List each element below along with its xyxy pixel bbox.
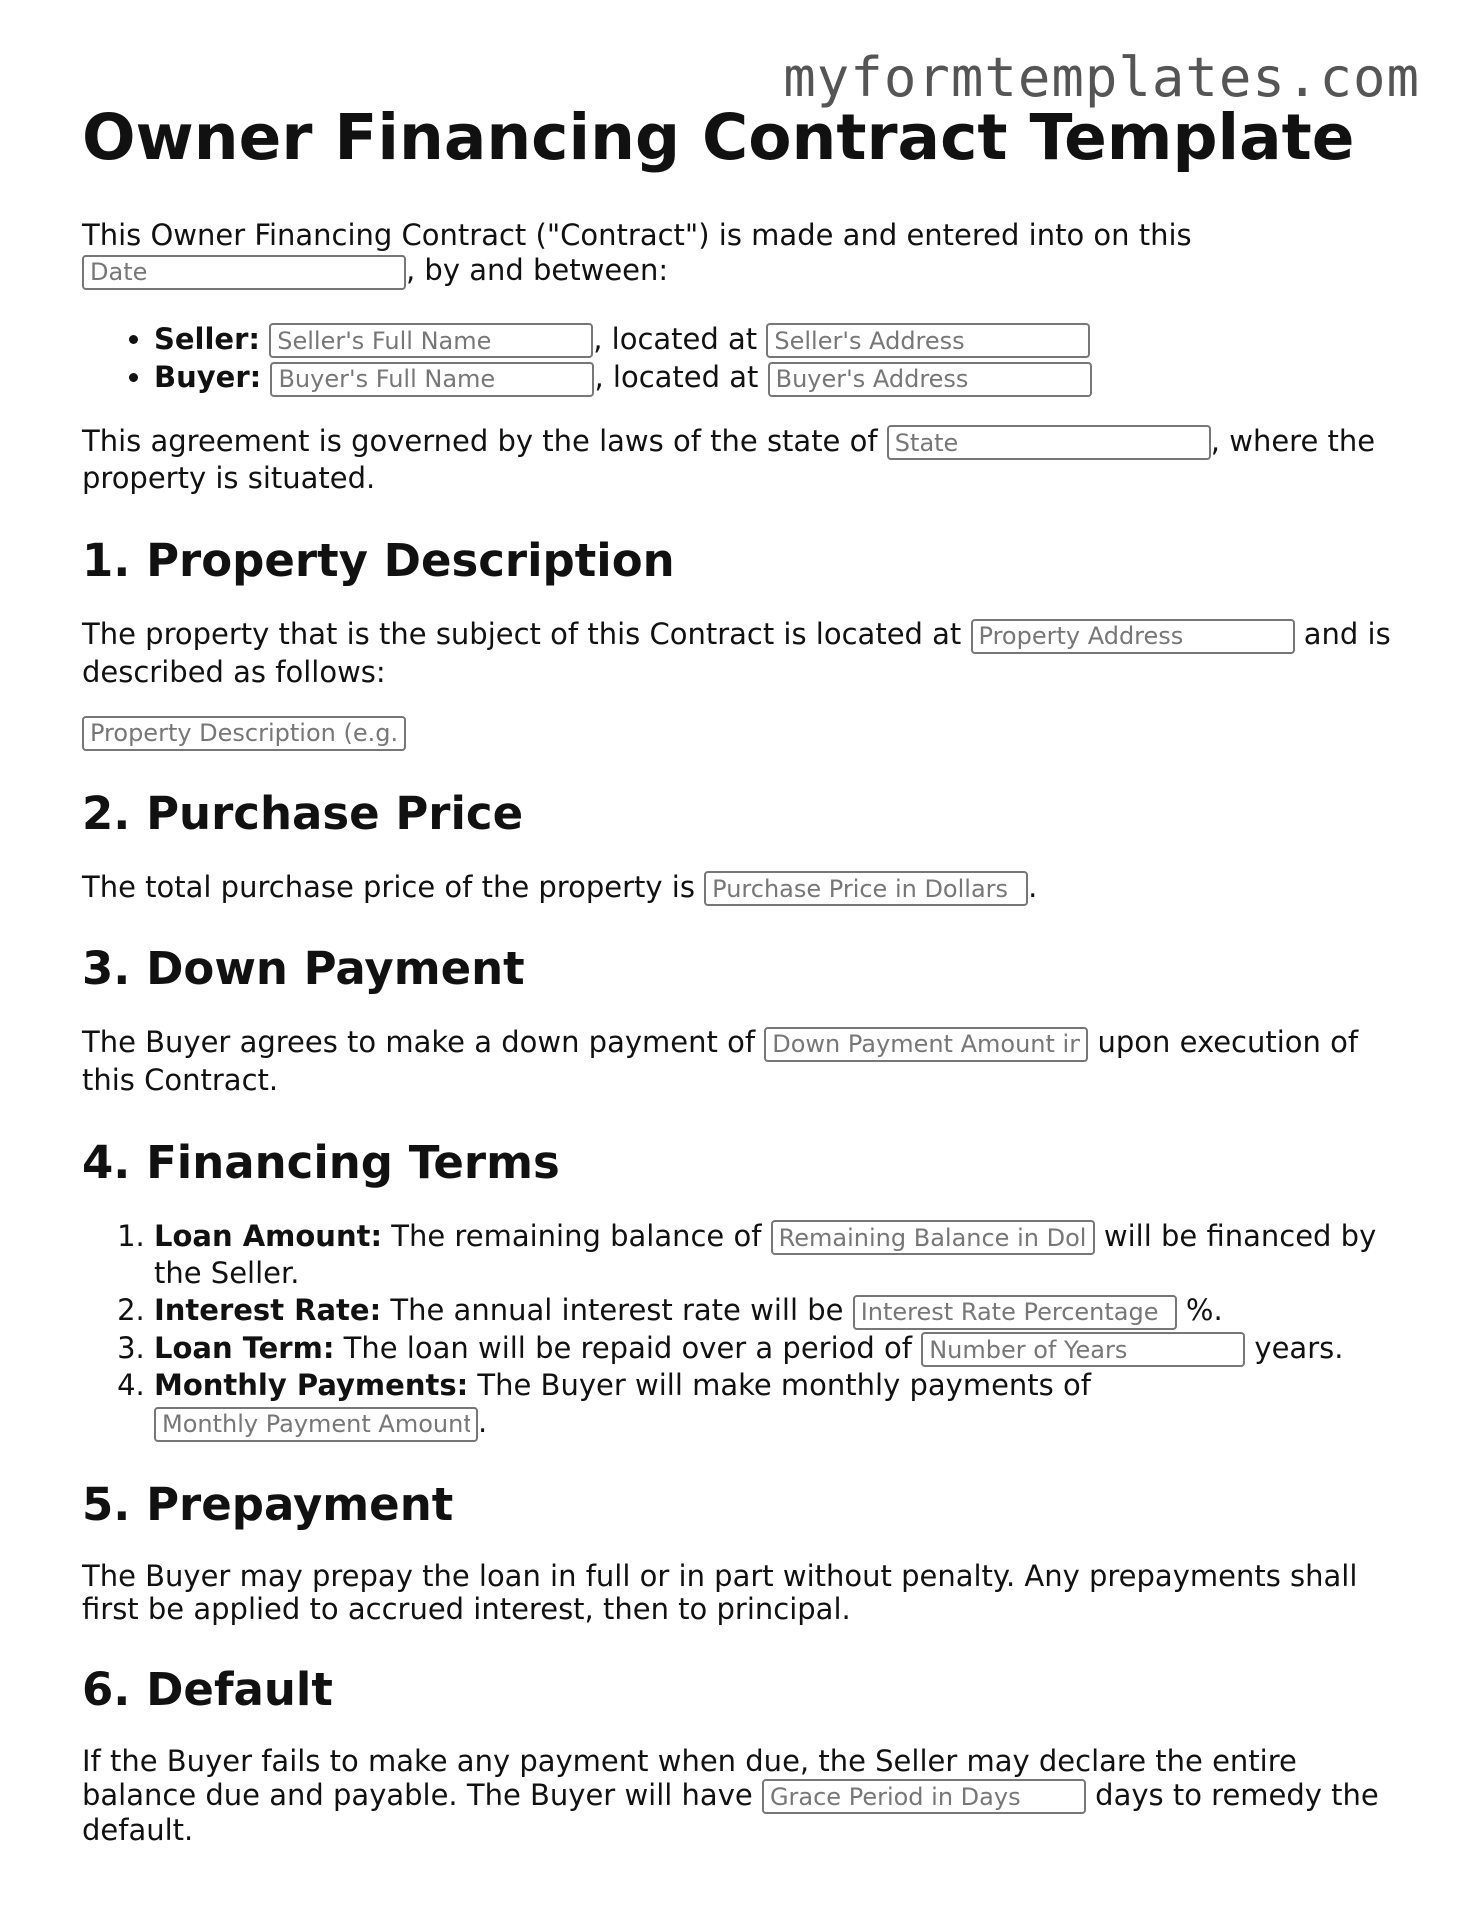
- interest-rate-label: Interest Rate:: [154, 1293, 382, 1328]
- property-text: The property that is the subject of this Contract is located at: [82, 617, 962, 652]
- intro-paragraph: [82, 218, 1402, 290]
- parties-list: [82, 320, 1402, 397]
- buyer-name-field[interactable]: [270, 362, 594, 397]
- seller-label: Seller:: [154, 321, 261, 356]
- monthly-payment-field[interactable]: [154, 1407, 478, 1442]
- intro-text-after: , by and between:: [406, 253, 669, 288]
- loan-amount-text-after: will be financed by the Seller.: [154, 1218, 1377, 1291]
- remaining-balance-field[interactable]: [771, 1220, 1095, 1255]
- seller-address-field[interactable]: [766, 323, 1090, 358]
- monthly-payments-label: Monthly Payments:: [154, 1368, 469, 1403]
- buyer-located-text: , located at: [594, 360, 759, 395]
- party-buyer: [154, 358, 1402, 397]
- party-seller: [154, 320, 1402, 359]
- property-description-field[interactable]: [82, 716, 406, 751]
- governing-text-after: , where the property is situated.: [82, 423, 1376, 496]
- monthly-payments-item: [154, 1367, 1402, 1442]
- down-payment-paragraph: [82, 1024, 1402, 1099]
- intro-text: This Owner Financing Contract ("Contract") is made and entered into on this: [82, 217, 1192, 252]
- down-payment-text-after: upon execution of this Contract.: [82, 1025, 1359, 1097]
- section-heading-property: 1. Property Description: [82, 534, 675, 588]
- loan-term-years-field[interactable]: [921, 1332, 1245, 1367]
- contract-document: [82, 100, 1402, 1866]
- down-payment-text: The Buyer agrees to make a down payment of: [82, 1025, 756, 1060]
- state-field[interactable]: [887, 425, 1211, 460]
- price-text: The total purchase price of the property is: [82, 869, 695, 904]
- loan-amount-text: The remaining balance of: [391, 1218, 762, 1253]
- price-text-after: .: [1028, 869, 1038, 904]
- governing-law-paragraph: [82, 423, 1402, 498]
- seller-located-text: , located at: [593, 321, 758, 356]
- prepayment-paragraph: The Buyer may prepay the loan in full or in part without penalty. Any prepayments shall first be applied to accrued interest, then to principal.: [82, 1558, 1358, 1627]
- interest-rate-text: The annual interest rate will be: [390, 1293, 844, 1328]
- section-heading-price: 2. Purchase Price: [82, 786, 524, 840]
- loan-amount-label: Loan Amount:: [154, 1218, 383, 1253]
- contract-date-field[interactable]: [82, 255, 406, 290]
- governing-text: This agreement is governed by the laws of the state of: [82, 423, 878, 458]
- section-heading-default: 6. Default: [82, 1663, 333, 1717]
- default-text: If the Buyer fails to make any payment when due, the Seller may declare the entire balance due and payable. The Buyer will have: [82, 1744, 1297, 1812]
- financing-terms-list: [82, 1218, 1402, 1442]
- property-description-block: [82, 716, 1402, 751]
- property-paragraph: [82, 616, 1402, 691]
- monthly-payments-text-after: .: [478, 1405, 488, 1440]
- page-title: Owner Financing Contract Template: [82, 101, 1355, 174]
- purchase-price-field[interactable]: [704, 871, 1028, 906]
- section-heading-financing: 4. Financing Terms: [82, 1135, 560, 1189]
- default-paragraph: [82, 1745, 1402, 1848]
- property-address-field[interactable]: [971, 619, 1295, 654]
- interest-rate-text-after: %.: [1185, 1293, 1223, 1328]
- default-text-after: days to remedy the default.: [82, 1777, 1379, 1848]
- property-text-after: and is described as follows:: [82, 617, 1391, 689]
- section-heading-down-payment: 3. Down Payment: [82, 942, 525, 996]
- buyer-address-field[interactable]: [768, 362, 1092, 397]
- loan-amount-item: [154, 1218, 1402, 1293]
- loan-term-item: [154, 1330, 1402, 1368]
- loan-term-label: Loan Term:: [154, 1330, 335, 1365]
- section-heading-prepayment: 5. Prepayment: [82, 1477, 454, 1531]
- seller-name-field[interactable]: [269, 323, 593, 358]
- interest-rate-item: [154, 1292, 1402, 1330]
- buyer-label: Buyer:: [154, 360, 262, 395]
- grace-period-field[interactable]: [762, 1779, 1086, 1814]
- interest-rate-field[interactable]: [853, 1295, 1177, 1330]
- loan-term-text-after: years.: [1254, 1330, 1344, 1365]
- site-watermark: myformtemplates.com: [783, 46, 1420, 109]
- price-paragraph: [82, 869, 1402, 907]
- down-payment-field[interactable]: [764, 1027, 1088, 1062]
- loan-term-text: The loan will be repaid over a period of: [343, 1330, 912, 1365]
- monthly-payments-text: The Buyer will make monthly payments of: [477, 1368, 1091, 1403]
